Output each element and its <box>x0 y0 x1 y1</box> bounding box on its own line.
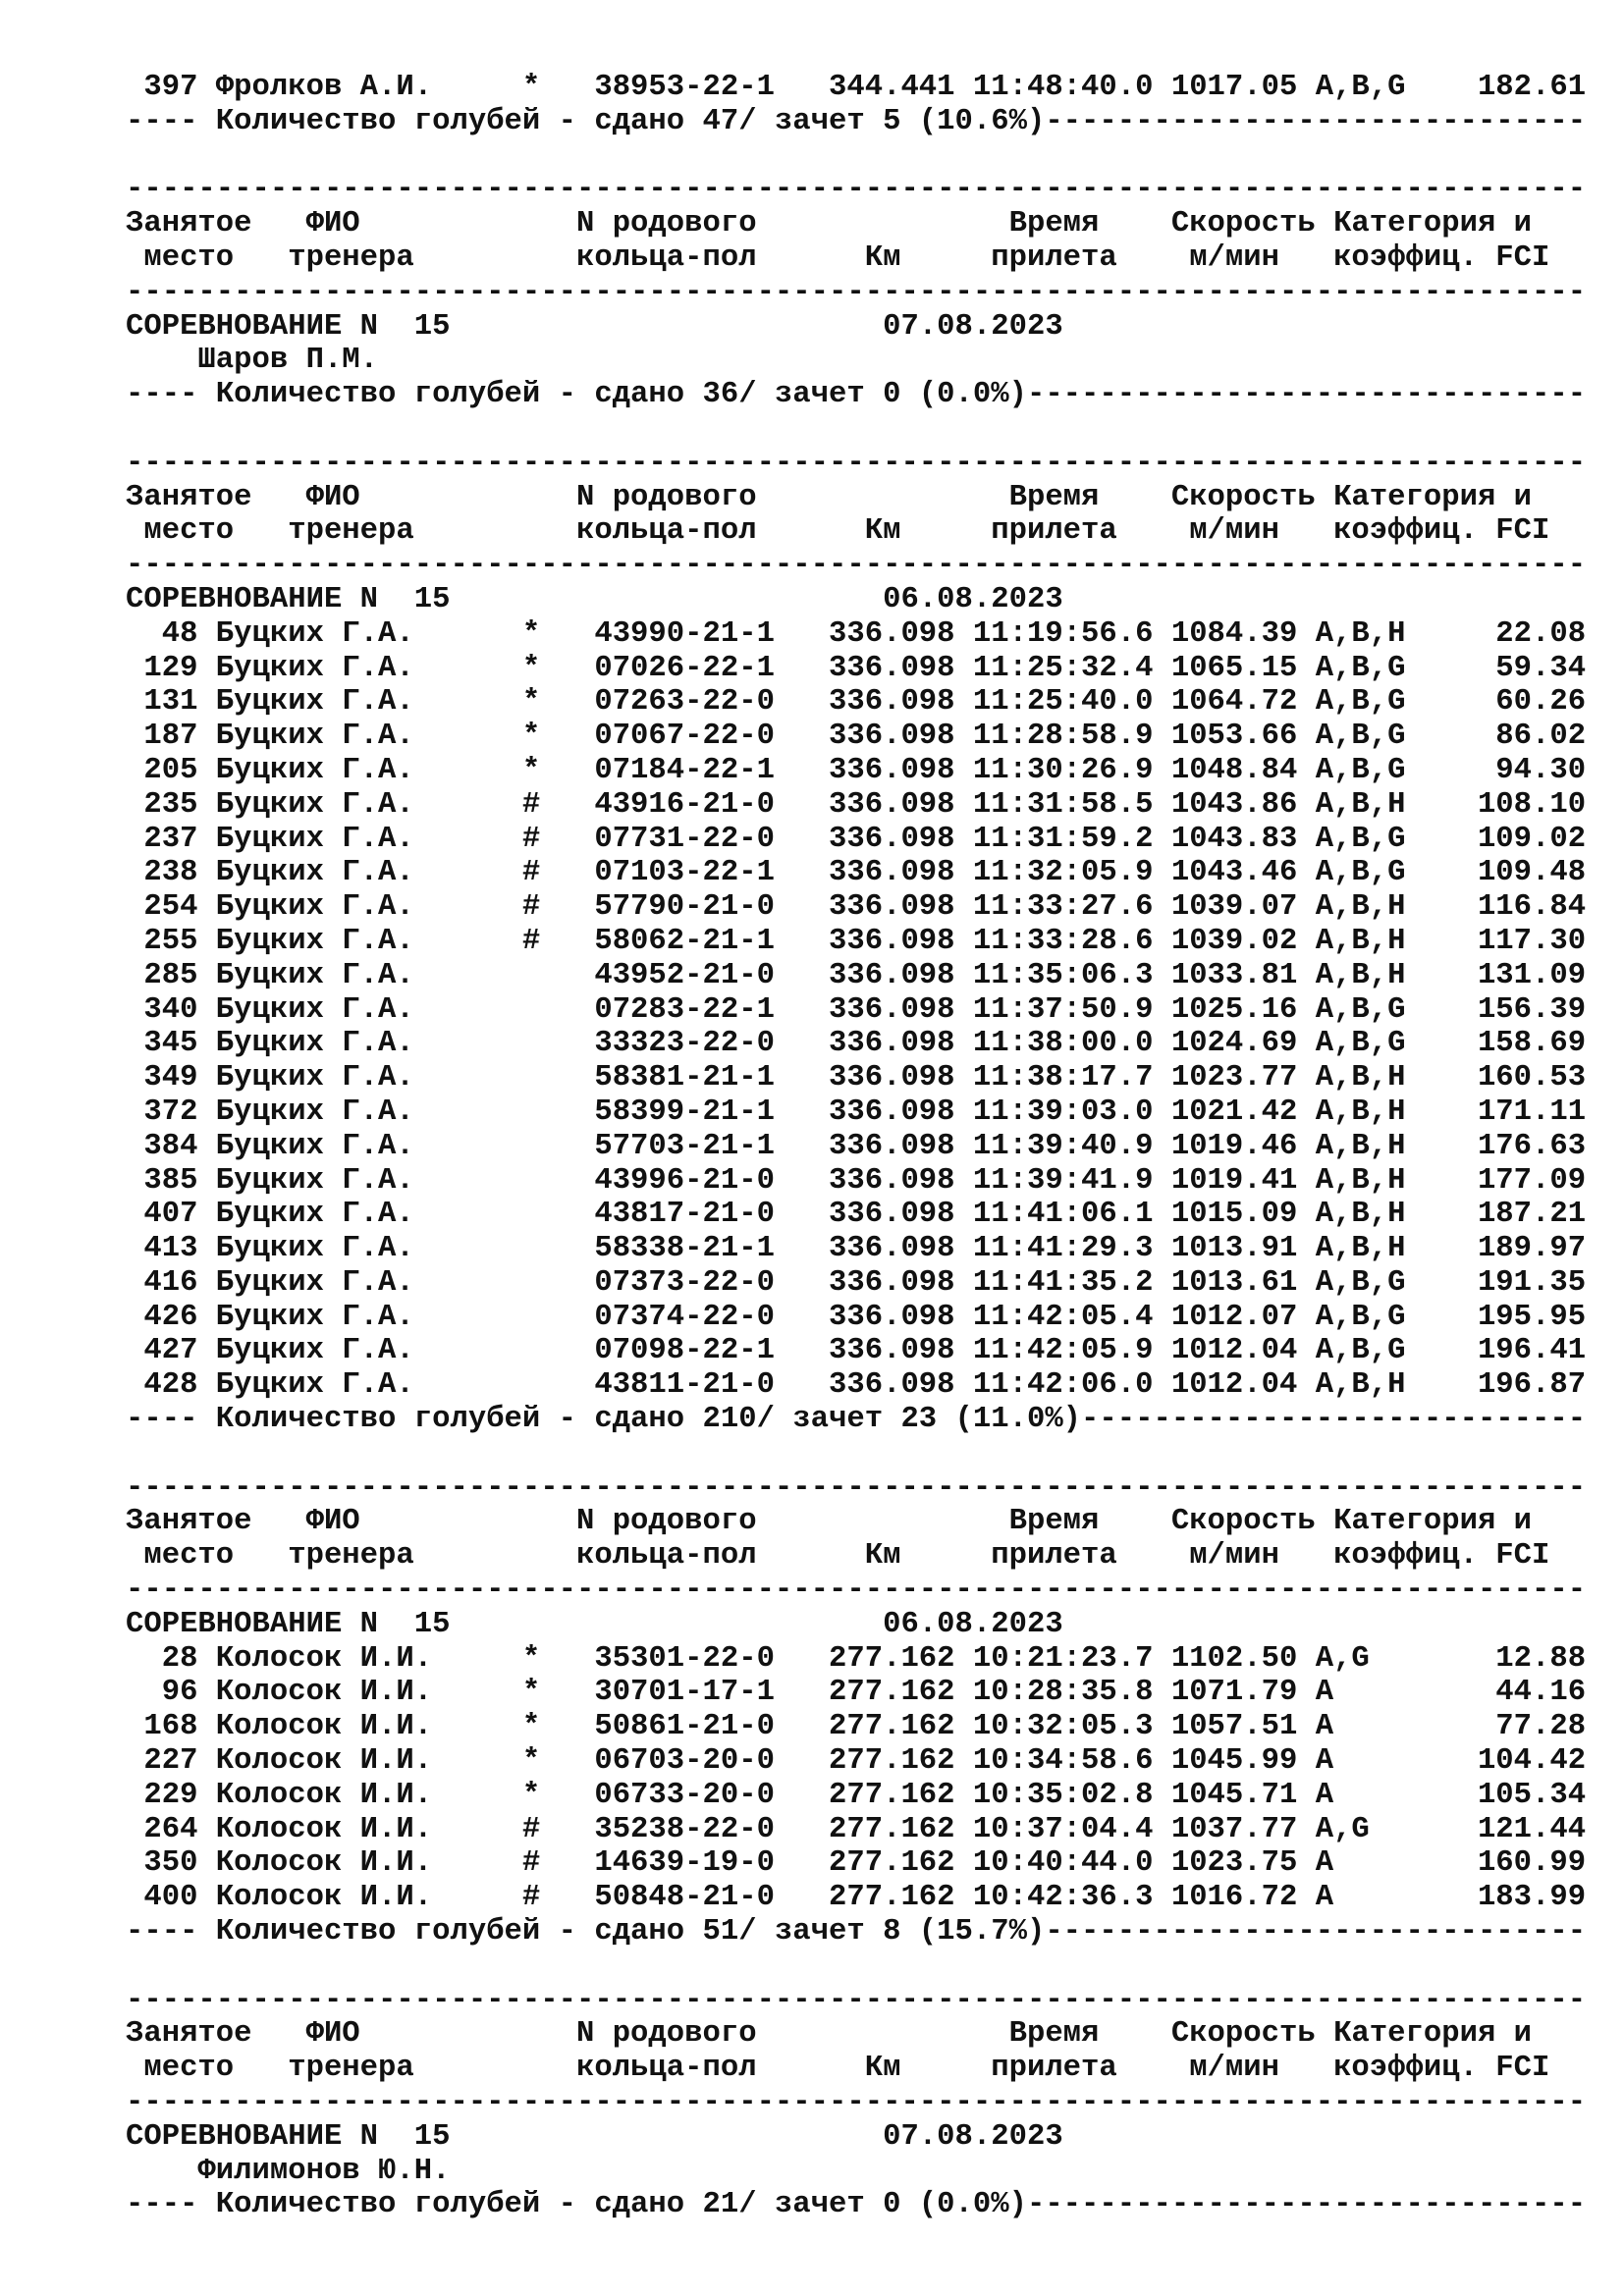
result-row: 229 Колосок И.И. * 06733-20-0 277.162 10:35:02.8 1045.71 A 105.34 <box>126 1778 1587 1812</box>
divider-line: --------------------------------------------------------------------------------- <box>126 173 1587 207</box>
pigeon-count-summary: ---- Количество голубей - сдано 36/ зачет 0 (0.0%)------------------------------- <box>126 378 1587 412</box>
result-row: 345 Буцких Г.А. 33323-22-0 336.098 11:38:00.0 1024.69 A,B,G 158.69 <box>126 1027 1587 1061</box>
trainer-name: Филимонов Ю.Н. <box>126 2154 451 2188</box>
competition-title: СОРЕВНОВАНИЕ N 15 07.08.2023 <box>126 309 1063 344</box>
result-row: 28 Колосок И.И. * 35301-22-0 277.162 10:21:23.7 1102.50 A,G 12.88 <box>126 1641 1587 1676</box>
result-row: 227 Колосок И.И. * 06703-20-0 277.162 10:34:58.6 1045.99 A 104.42 <box>126 1744 1587 1779</box>
results-document <box>126 71 1586 2222</box>
result-row: 254 Буцких Г.А. # 57790-21-0 336.098 11:33:27.6 1039.07 A,B,H 116.84 <box>126 890 1587 925</box>
column-header-line-1: Занятое ФИО N родового Время Скорость Категория и <box>126 2017 1533 2052</box>
result-row: 264 Колосок И.И. # 35238-22-0 277.162 10:37:04.4 1037.77 A,G 121.44 <box>126 1812 1587 1846</box>
divider-line: --------------------------------------------------------------------------------- <box>126 1574 1587 1608</box>
result-row: 400 Колосок И.И. # 50848-21-0 277.162 10:42:36.3 1016.72 A 183.99 <box>126 1881 1587 1915</box>
column-header-line-2: место тренера кольца-пол Км прилета м/мин коэффиц. FCI <box>126 240 1550 275</box>
divider-line: --------------------------------------------------------------------------------- <box>126 2086 1587 2120</box>
divider-line: --------------------------------------------------------------------------------- <box>126 275 1587 309</box>
result-row: 187 Буцких Г.А. * 07067-22-0 336.098 11:28:58.9 1053.66 A,B,G 86.02 <box>126 720 1587 754</box>
trainer-name: Шаров П.М. <box>126 344 379 378</box>
column-header-line-1: Занятое ФИО N родового Время Скорость Категория и <box>126 1505 1533 1539</box>
competition-title: СОРЕВНОВАНИЕ N 15 07.08.2023 <box>126 2119 1063 2154</box>
competition-title: СОРЕВНОВАНИЕ N 15 06.08.2023 <box>126 582 1063 616</box>
result-row: 350 Колосок И.И. # 14639-19-0 277.162 10:40:44.0 1023.75 A 160.99 <box>126 1846 1587 1881</box>
divider-line: --------------------------------------------------------------------------------- <box>126 1470 1587 1505</box>
divider-line: --------------------------------------------------------------------------------- <box>126 446 1587 480</box>
column-header-line-1: Занятое ФИО N родового Время Скорость Категория и <box>126 207 1533 241</box>
result-row: 235 Буцких Г.А. # 43916-21-0 336.098 11:31:58.5 1043.86 A,B,H 108.10 <box>126 787 1587 822</box>
blank-line <box>126 412 1586 447</box>
result-row: 407 Буцких Г.А. 43817-21-0 336.098 11:41:06.1 1015.09 A,B,H 187.21 <box>126 1198 1587 1232</box>
blank-line <box>126 1437 1586 1471</box>
result-row: 205 Буцких Г.А. * 07184-22-1 336.098 11:30:26.9 1048.84 A,B,G 94.30 <box>126 753 1587 787</box>
result-row: 413 Буцких Г.А. 58338-21-1 336.098 11:41:29.3 1013.91 A,B,H 189.97 <box>126 1232 1587 1266</box>
competition-title: СОРЕВНОВАНИЕ N 15 06.08.2023 <box>126 1607 1063 1641</box>
result-row: 48 Буцких Г.А. * 43990-21-1 336.098 11:19:56.6 1084.39 A,B,H 22.08 <box>126 616 1587 651</box>
result-row: 285 Буцких Г.А. 43952-21-0 336.098 11:35:06.3 1033.81 A,B,H 131.09 <box>126 958 1587 992</box>
divider-line: --------------------------------------------------------------------------------- <box>126 549 1587 583</box>
result-row: 397 Фролков А.И. * 38953-22-1 344.441 11:48:40.0 1017.05 A,B,G 182.61 <box>126 71 1587 104</box>
result-row: 255 Буцких Г.А. # 58062-21-1 336.098 11:33:28.6 1039.02 A,B,H 117.30 <box>126 924 1587 958</box>
pigeon-count-summary: ---- Количество голубей - сдано 21/ зачет 0 (0.0%)------------------------------- <box>126 2188 1587 2222</box>
result-row: 168 Колосок И.И. * 50861-21-0 277.162 10:32:05.3 1057.51 A 77.28 <box>126 1710 1587 1744</box>
column-header-line-2: место тренера кольца-пол Км прилета м/мин коэффиц. FCI <box>126 2052 1550 2086</box>
result-row: 340 Буцких Г.А. 07283-22-1 336.098 11:37:50.9 1025.16 A,B,G 156.39 <box>126 992 1587 1027</box>
column-header-line-2: место тренера кольца-пол Км прилета м/мин коэффиц. FCI <box>126 1539 1550 1574</box>
pigeon-count-summary: ---- Количество голубей - сдано 210/ зачет 23 (11.0%)---------------------------- <box>126 1403 1587 1437</box>
result-row: 96 Колосок И.И. * 30701-17-1 277.162 10:28:35.8 1071.79 A 44.16 <box>126 1676 1587 1710</box>
result-row: 427 Буцких Г.А. 07098-22-1 336.098 11:42:05.9 1012.04 A,B,G 196.41 <box>126 1334 1587 1368</box>
result-row: 385 Буцких Г.А. 43996-21-0 336.098 11:39:41.9 1019.41 A,B,H 177.09 <box>126 1163 1587 1198</box>
pigeon-count-summary: ---- Количество голубей - сдано 47/ зачет 5 (10.6%)------------------------------ <box>126 104 1587 138</box>
result-row: 428 Буцких Г.А. 43811-21-0 336.098 11:42:06.0 1012.04 A,B,H 196.87 <box>126 1368 1587 1403</box>
result-row: 238 Буцких Г.А. # 07103-22-1 336.098 11:32:05.9 1043.46 A,B,G 109.48 <box>126 856 1587 890</box>
result-row: 416 Буцких Г.А. 07373-22-0 336.098 11:41:35.2 1013.61 A,B,G 191.35 <box>126 1265 1587 1300</box>
result-row: 384 Буцких Г.А. 57703-21-1 336.098 11:39:40.9 1019.46 A,B,H 176.63 <box>126 1129 1587 1163</box>
divider-line: --------------------------------------------------------------------------------- <box>126 1983 1587 2017</box>
column-header-line-2: место тренера кольца-пол Км прилета м/мин коэффиц. FCI <box>126 514 1550 549</box>
pigeon-count-summary: ---- Количество голубей - сдано 51/ зачет 8 (15.7%)------------------------------ <box>126 1915 1587 1949</box>
result-row: 426 Буцких Г.А. 07374-22-0 336.098 11:42:05.4 1012.07 A,B,G 195.95 <box>126 1300 1587 1334</box>
result-row: 372 Буцких Г.А. 58399-21-1 336.098 11:39:03.0 1021.42 A,B,H 171.11 <box>126 1095 1587 1129</box>
result-row: 129 Буцких Г.А. * 07026-22-1 336.098 11:25:32.4 1065.15 A,B,G 59.34 <box>126 651 1587 685</box>
result-row: 131 Буцких Г.А. * 07263-22-0 336.098 11:25:40.0 1064.72 A,B,G 60.26 <box>126 685 1587 720</box>
column-header-line-1: Занятое ФИО N родового Время Скорость Категория и <box>126 480 1533 514</box>
blank-line <box>126 139 1586 174</box>
result-row: 349 Буцких Г.А. 58381-21-1 336.098 11:38:17.7 1023.77 A,B,H 160.53 <box>126 1061 1587 1095</box>
result-row: 237 Буцких Г.А. # 07731-22-0 336.098 11:31:59.2 1043.83 A,B,G 109.02 <box>126 822 1587 856</box>
blank-line <box>126 1949 1586 1984</box>
